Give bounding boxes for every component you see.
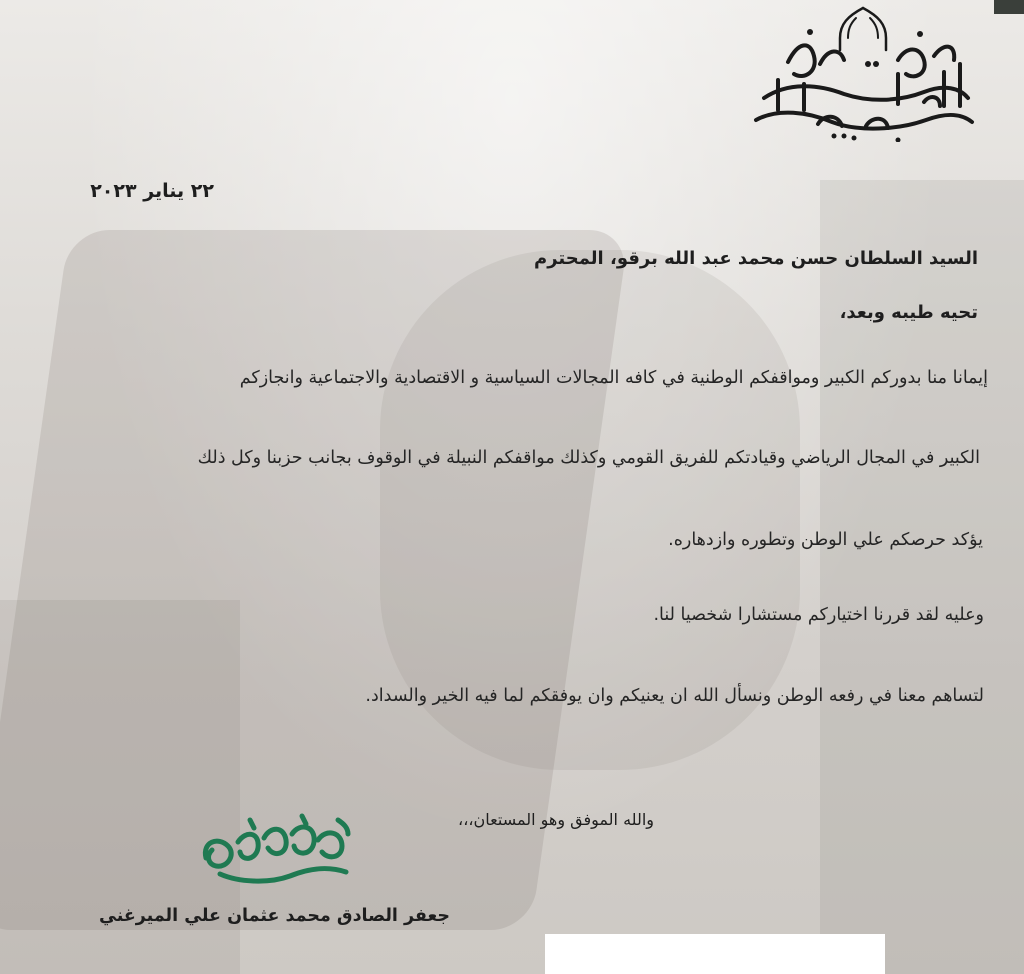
body-paragraph-line: لتساهم معنا في رفعه الوطن ونسأل الله ان يعنيكم وان يوفقكم لما فيه الخير والسداد. [365,686,984,706]
letter-date: ٢٢ يناير ٢٠٢٣ [90,180,214,202]
body-paragraph-line: يؤكد حرصكم علي الوطن وتطوره وازدهاره. [668,530,983,550]
redaction-box [545,934,885,974]
body-paragraph-line: إيمانا منا بدوركم الكبير ومواقفكم الوطنية في كافه المجالات السياسية و الاقتصادية والاجتماعية وانجازكم [239,368,988,388]
green-signature-icon [198,812,353,894]
body-paragraph-line: الكبير في المجال الرياضي وقيادتكم للفريق القومي وكذلك مواقفكم النبيلة في الوقوف بجانب حزبنا وكل ذلك [197,448,980,468]
closing-line: والله الموفق وهو المستعان،،، [458,810,654,829]
background-shadow [820,180,1024,974]
corner-strip [994,0,1024,14]
greeting-line: تحيه طيبه وبعد، [839,302,978,323]
recipient-line: السيد السلطان حسن محمد عبد الله برقو، المحترم [534,248,978,269]
body-paragraph-line: وعليه لقد قررنا اختياركم مستشارا شخصيا لنا. [653,605,984,625]
calligraphy-logo-icon [748,2,978,142]
signer-name: جعفر الصادق محمد عثمان علي الميرغني [98,906,450,926]
